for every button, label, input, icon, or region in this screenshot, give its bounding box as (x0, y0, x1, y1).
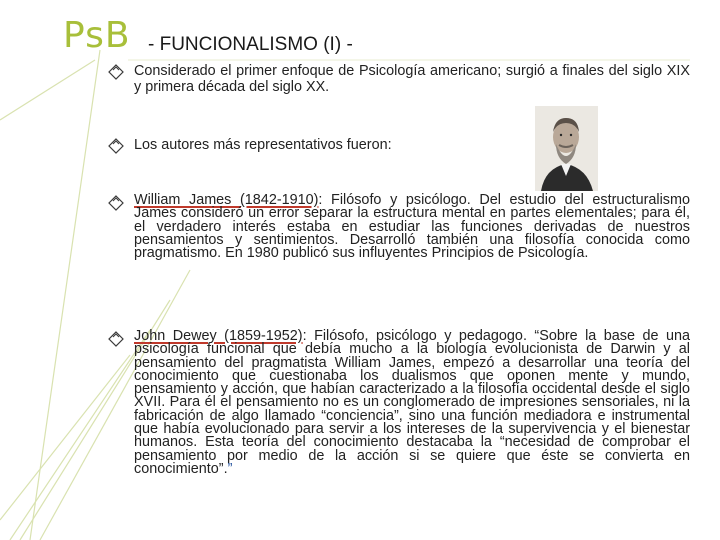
bullet-john-dewey (110, 330, 690, 476)
slide-title: - FUNCIONALISMO (I) - (148, 34, 353, 55)
bullet-text (134, 194, 690, 260)
author-description: : Filósofo y psicólogo. Del estudio del estructuralismo James consideró un error separar la estructura mental en partes elementales; para él, el verdadero interés estaba en estudiar las funciones derivadas de nuestros pensamientos y sentimientos. Desarrolló también una filosofía conocida como pragmatismo. En 1980 publicó sus influyentes Principios de Psicología. (134, 192, 690, 262)
bullet-text: Los autores más representativos fueron: (134, 137, 392, 153)
author-description: : Filósofo, psicólogo y pedagogo. “Sobre la base de una psicología funcional que debía mucho a la biología evolucionista de Darwin y al pensamiento del pragmatista William James, empezó a desarrollar una teoría del conocimiento que cuestionaba los dualismos que oponen mente y mundo, pensamiento y acción, que habían caracterizado a la filosofía occidental desde el siglo XVII. Para él el pensamiento no es un conglomerado de impresiones sensoriales, ni la fabricación de algo llamado “conciencia”, sino una función mediadora e instrumental que había evolucionado para servir a los intereses de la supervivencia y el bienestar humanos. Esta teoría del conocimiento destacaba la “necesidad de comprobar el pensamiento por medio de la acción si se quiere que éste se convierta en conocimiento”. (134, 328, 690, 477)
diamond-bullet-icon (108, 138, 124, 154)
diamond-bullet-icon (108, 195, 124, 211)
bullet-intro (110, 63, 690, 95)
bullet-text (134, 330, 690, 476)
william-james-portrait (535, 106, 598, 191)
source-link[interactable]: ” (227, 460, 233, 477)
bullet-text: Considerado el primer enfoque de Psicología americano; surgió a finales del siglo XIX y primera década del siglo XX. (134, 63, 690, 95)
author-name-john-dewey: John Dewey (1859-1952) (134, 328, 303, 344)
bullet-william-james (110, 194, 690, 260)
psb-logo: PsB (63, 15, 131, 56)
bullet-authors (110, 137, 510, 153)
diamond-bullet-icon (108, 64, 124, 80)
author-name-william-james: William James (1842-1910) (134, 192, 319, 208)
diamond-bullet-icon (108, 331, 124, 347)
